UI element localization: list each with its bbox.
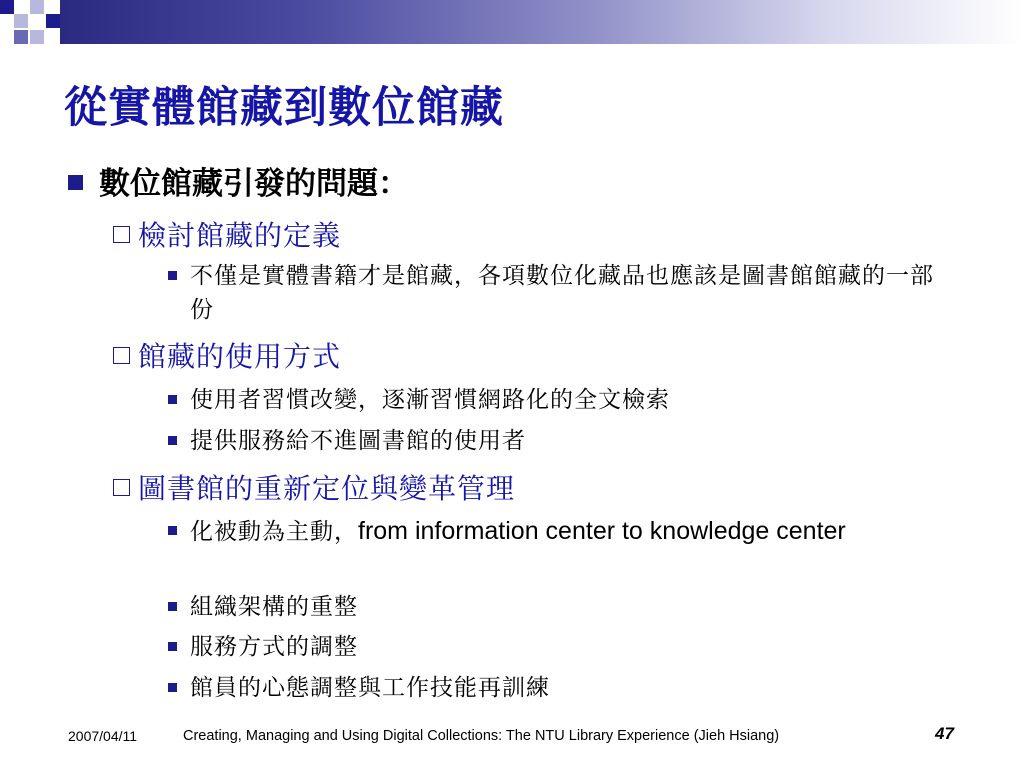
- deco-square: [30, 0, 44, 14]
- header-gradient-bar: [60, 0, 1024, 44]
- hollow-square-bullet-icon: [113, 479, 130, 496]
- list-item-text: 使用者習慣改變，逐漸習慣網路化的全文檢索: [190, 387, 670, 413]
- list-item: [190, 671, 950, 705]
- list-item-text: 提供服務給不進圖書館的使用者: [190, 428, 526, 454]
- deco-square: [46, 14, 60, 28]
- list-item: [190, 383, 950, 417]
- header-decoration: [0, 0, 1024, 50]
- slide-title: 從實體館藏到數位館藏: [64, 83, 504, 133]
- list-item: [190, 590, 950, 624]
- sub-heading: [113, 467, 515, 507]
- list-item-text: 不僅是實體書籍才是館藏，各項數位化藏品也應該是圖書館館藏的一部份: [190, 263, 934, 323]
- sub-heading-text: 檢討館藏的定義: [138, 219, 342, 252]
- square-bullet-icon: [68, 175, 83, 190]
- sub-heading: [113, 335, 341, 375]
- small-square-bullet-icon: [168, 683, 177, 692]
- main-bullet: [68, 158, 409, 203]
- sub-heading: [113, 214, 341, 254]
- list-item-text: 服務方式的調整: [190, 634, 358, 660]
- small-square-bullet-icon: [168, 526, 177, 535]
- page-number: 47: [935, 724, 954, 743]
- deco-square: [14, 14, 28, 28]
- list-item-text-cjk: 化被動為主動，: [190, 519, 358, 545]
- list-item: [190, 424, 950, 458]
- deco-square: [14, 30, 28, 44]
- list-item-text: 館員的心態調整與工作技能再訓練: [190, 675, 550, 701]
- footer-caption: Creating, Managing and Using Digital Collections: The NTU Library Experience (Jieh Hsiang): [183, 728, 780, 744]
- small-square-bullet-icon: [168, 602, 177, 611]
- sub-heading-text: 館藏的使用方式: [138, 340, 342, 373]
- list-item-text: 組織架構的重整: [190, 594, 358, 620]
- footer-date: 2007/04/11: [68, 728, 138, 744]
- hollow-square-bullet-icon: [113, 347, 130, 364]
- list-item: [190, 259, 950, 327]
- small-square-bullet-icon: [168, 642, 177, 651]
- small-square-bullet-icon: [168, 271, 177, 280]
- main-bullet-text: 數位館藏引發的問題：: [99, 166, 409, 202]
- small-square-bullet-icon: [168, 395, 177, 404]
- list-item-text-latin: from information center to knowledge center: [358, 517, 846, 545]
- list-item: [190, 630, 950, 664]
- list-item: [190, 514, 950, 549]
- deco-square: [30, 30, 44, 44]
- small-square-bullet-icon: [168, 436, 177, 445]
- hollow-square-bullet-icon: [113, 226, 130, 243]
- sub-heading-text: 圖書館的重新定位與變革管理: [138, 472, 516, 505]
- deco-square: [0, 0, 14, 14]
